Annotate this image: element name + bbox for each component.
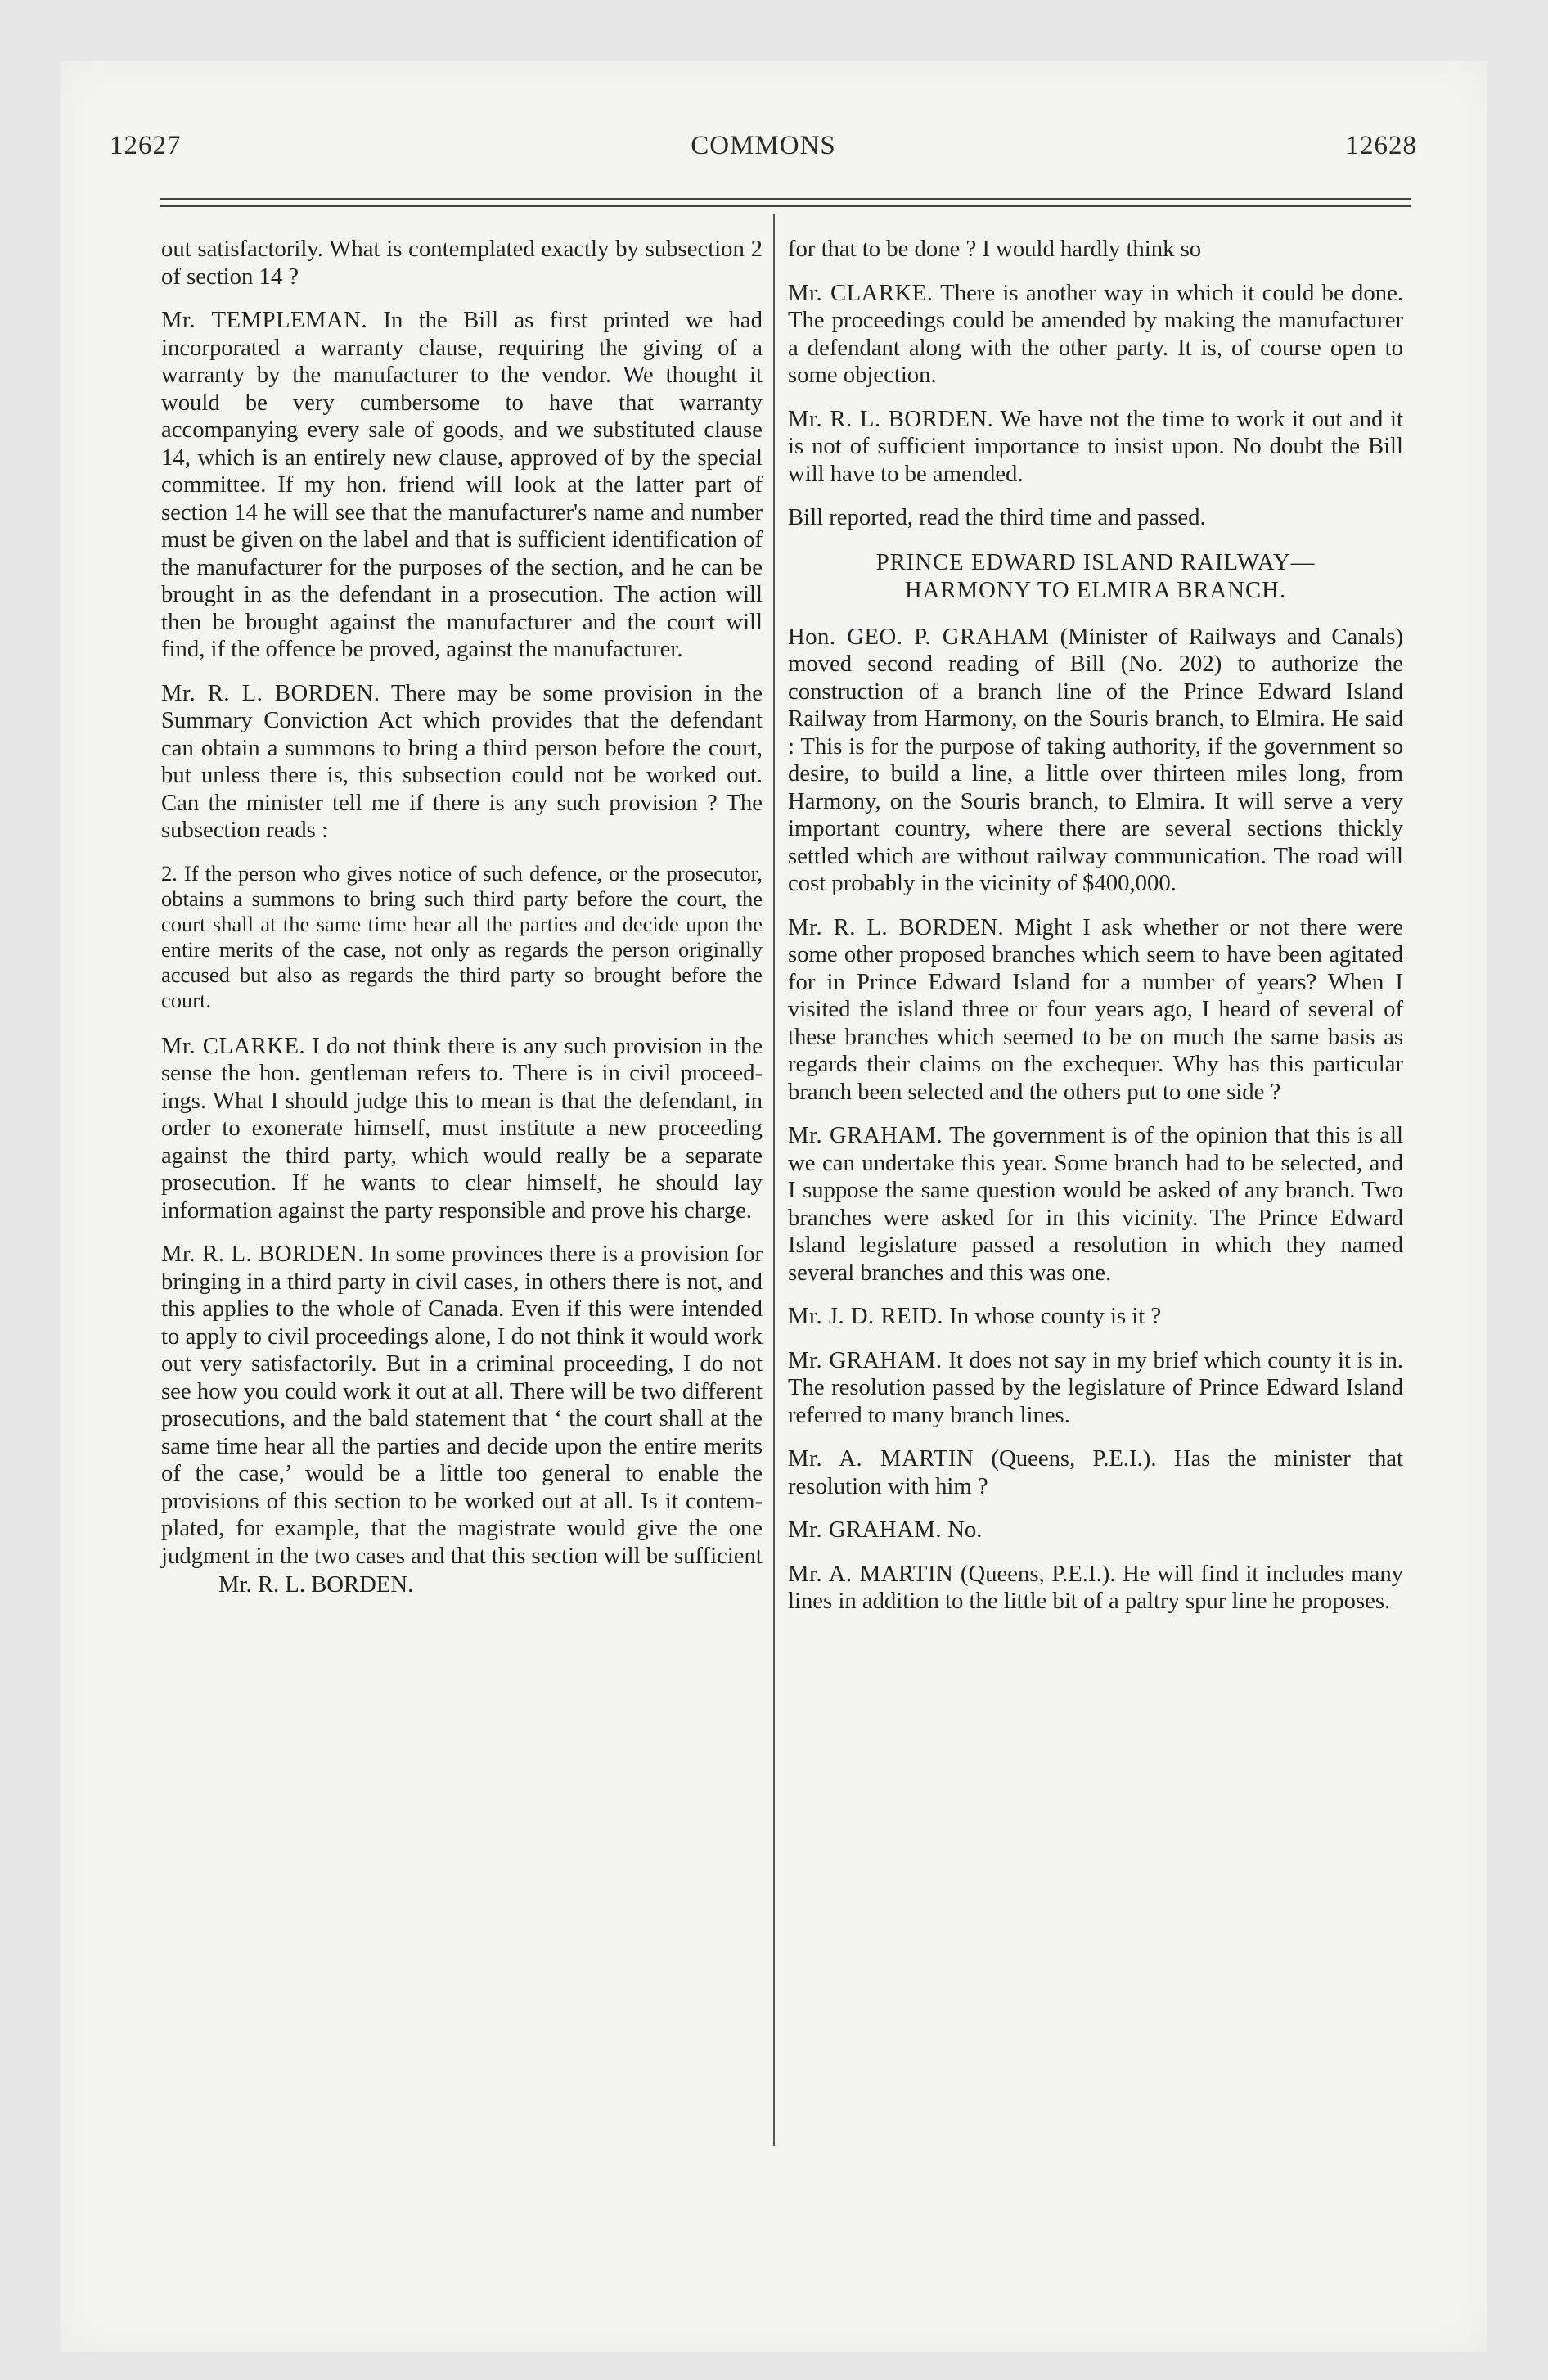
header-rule-top	[160, 198, 1411, 200]
speaker-name: Mr. GRAHAM.	[788, 1122, 943, 1148]
paragraph	[788, 504, 1403, 532]
section-heading	[788, 548, 1403, 604]
paragraph-text: The government is of the opinion that this is all we can undertake this year. Some branch had to be selected, and I suppose the same question would be asked of any branch. Two branches were asked for in this vicinity. The Prince Edward Island legislature passed a resolution in which they named several branches and this was one.	[788, 1122, 1403, 1286]
speaker-name: Mr. A. MARTIN	[788, 1445, 974, 1472]
paragraph-text: It does not say in my brief which county it is in. The resolution passed by the legislature of Prince Edward Island referred to many branch lines.	[788, 1346, 1403, 1428]
speaker-name: Mr. R. L. BORDEN.	[161, 679, 380, 706]
section-heading-line: PRINCE EDWARD ISLAND RAILWAY—	[875, 548, 1316, 575]
signoff-speaker: Mr. R. L. BORDEN.	[218, 1571, 414, 1598]
speaker-name: Mr. A. MARTIN	[788, 1560, 954, 1587]
paragraph-text: I do not think there is any such provision in the sense the hon. gentleman refers to. There is in civil proceedings. What I should judge this to mean is that the defendant, in order to exonerate himself, must institute a new proceeding against the third party, which would really be a separate prosecution. If he wants to clear himself, he should lay information against the party responsible and prove his charge.	[161, 1032, 763, 1224]
speaker-name: Mr. GRAHAM.	[788, 1346, 943, 1373]
paragraph-text: In whose county is it ?	[949, 1303, 1162, 1329]
paragraph	[788, 406, 1403, 489]
paragraph-text: There is another way in which it could be done. The proceedings could be amended by making the manufacturer a defendant along with the other party. It is, of course open to some objection.	[788, 279, 1403, 388]
paragraph	[161, 307, 763, 664]
paragraph	[161, 236, 763, 291]
page-number-left: 12627	[110, 131, 182, 160]
running-header	[110, 131, 1417, 170]
speaker-name: Mr. CLARKE.	[161, 1032, 306, 1059]
paragraph-text: In some provinces there is a provision for bringing in a third party in civil cases, in others there is not, and this applies to the whole of Canada. Even if this were intended to apply to civil proceedings alone, I do not think it would work out very satisfactorily. But in a criminal proceeding, I do not see how you could work it out at all. There will be two different prosecutions, and the bald statement that ‘ the court shall at the same time hear all the parties and decide upon the entire merits of the case,’ would be a little too general to enable the provisions of this section to be worked out at all. Is it contemplated, for example, that the magistrate would give the one judgment in the two cases and that this section will be sufficient	[161, 1241, 763, 1569]
speaker-name: Hon. GEO. P. GRAHAM	[788, 623, 1050, 650]
paragraph	[788, 236, 1403, 264]
paragraph-text: (Queens, P.E.I.). Has the minister that resolution with him ?	[788, 1445, 1403, 1499]
paragraph	[788, 1517, 1403, 1544]
paragraph	[788, 280, 1403, 390]
speaker-name: Mr. J. D. REID.	[788, 1303, 943, 1329]
paragraph	[788, 1445, 1403, 1500]
paragraph-text: for that to be done ? I would hardly think so	[788, 236, 1202, 262]
paragraph-text: 2. If the person who gives notice of such defence, or the prosecutor, obtains a summons to bring such third party before the court, the court shall at the same time hear all the parties and decide upon the entire merits of the case, not only as regards the person originally accused but also as regards the third party so brought before the court.	[161, 860, 763, 1012]
paragraph	[788, 1347, 1403, 1430]
paragraph-text: (Minister of Railways and Canals) moved second reading of Bill (No. 202) to authorize the construction of a branch line of the Prince Edward Island Railway from Harmony, on the Souris branch, to Elmira. He said : This is for the purpose of taking authority, if the government so desire, to build a line, a little over thirteen miles long, from Harmony, on the Souris branch, to Elmira. It will serve a very important country, where there are several sections thickly settled which are without railway communication. The road will cost probably in the vicinity of $400,000.	[788, 623, 1403, 896]
left-column	[161, 236, 763, 1616]
paragraph	[161, 1033, 763, 1225]
speaker-name: Mr. CLARKE.	[788, 279, 934, 306]
paragraph-text: Might I ask whether or not there were some other proposed branches which seem to have been agitated for in Prince Edward Island for a number of years? When I visited the island three or four years ago, I heard of several of these branches which seemed to be on much the same basis as regards their claims on the exchequer. Why has this particular branch been selected and the others put to one side ?	[788, 913, 1403, 1105]
paragraph-text: In the Bill as first printed we had incorporated a warranty clause, requiring the giving of a warranty by the manufacturer to the vendor. We thought it would be very cumbersome to have that warranty accompanying every sale of goods, and we substituted clause 14, which is an entirely new clause, approved of by the special committee. If my hon. friend will look at the latter part of section 14 he will see that the manufacturer's name and number must be given on the label and that is sufficient identification of the manufacturer for the purposes of the section, and he can be brought in as the defendant in a prosecution. The action will then be brought against the manufacturer and the court will find, if the offence be proved, against the manufacturer.	[161, 307, 763, 662]
section-heading-line: HARMONY TO ELMIRA BRANCH.	[905, 576, 1286, 603]
paragraph-text: We have not the time to work it out and it is not of sufficient importance to insist upon. No doubt the Bill will have to be amended.	[788, 405, 1403, 487]
speaker-name: Mr. R. L. BORDEN.	[161, 1241, 364, 1267]
header-rule-bottom	[160, 205, 1411, 207]
page-number-right: 12628	[1345, 131, 1417, 160]
paragraph-text: There may be some provision in the Summary Conviction Act which provides that the defendant can obtain a summons to bring a third person before the court, but unless there is, this subsection could not be worked out. Can the minister tell me if there is any such provision ? The subsection reads :	[161, 679, 763, 843]
speaker-name: Mr. TEMPLEMAN.	[161, 307, 368, 333]
right-column	[788, 236, 1403, 1632]
quoted-subsection	[161, 861, 763, 1013]
paragraph	[788, 624, 1403, 898]
paragraph	[161, 680, 763, 845]
paragraph	[161, 1241, 763, 1570]
speaker-name: Mr. R. L. BORDEN.	[788, 913, 1005, 940]
paragraph	[788, 1122, 1403, 1287]
paragraph-text: (Queens, P.E.I.). He will find it includes many lines in addition to the little bit of a paltry spur line he proposes.	[788, 1560, 1404, 1614]
speaker-name: Mr. GRAHAM.	[788, 1517, 943, 1543]
paragraph-text: Bill reported, read the third time and passed.	[788, 504, 1206, 530]
paragraph-text: No.	[947, 1517, 983, 1543]
paragraph-text: out satisfactorily. What is contemplated exactly by subsection 2 of section 14 ?	[161, 236, 763, 290]
paragraph	[788, 1303, 1403, 1331]
paragraph	[788, 914, 1403, 1107]
paragraph	[788, 1561, 1403, 1616]
speaker-name: Mr. R. L. BORDEN.	[788, 405, 994, 432]
column-divider	[773, 214, 775, 2146]
page-title: COMMONS	[691, 131, 836, 160]
